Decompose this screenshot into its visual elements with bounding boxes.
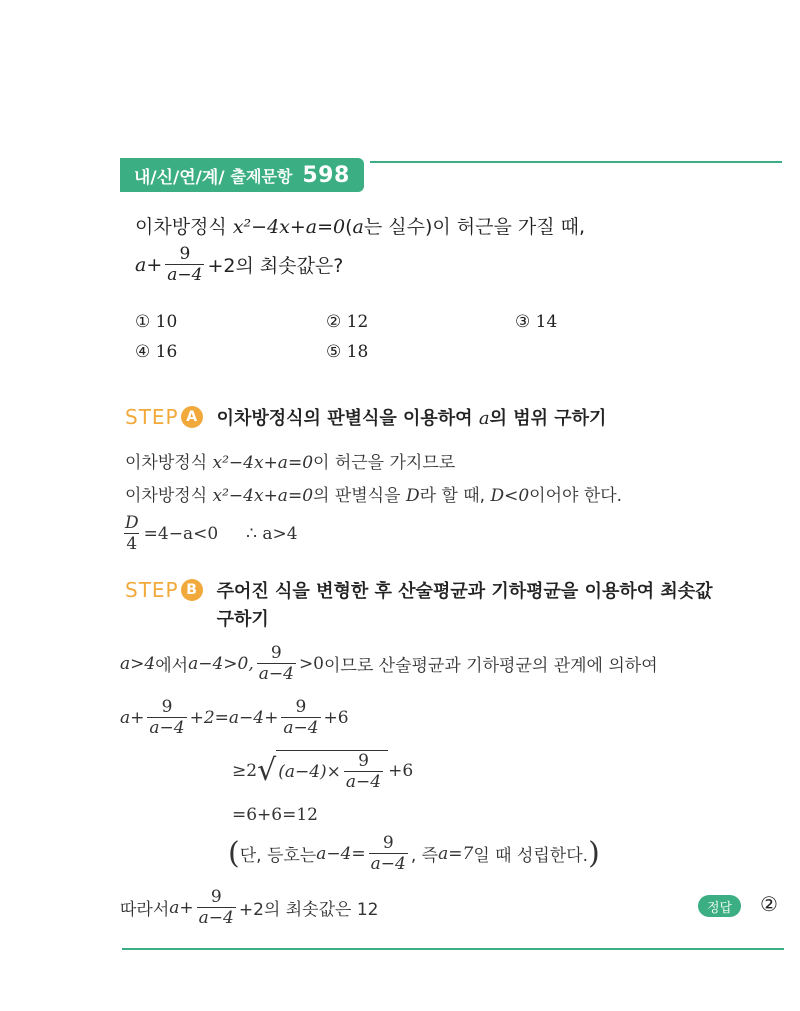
ineq: >0 <box>298 653 324 674</box>
num: 9 <box>295 697 307 717</box>
question-condition: 는 실수)이 허근을 가질 때, <box>363 216 586 238</box>
text: 의 판별식을 <box>313 486 406 506</box>
expr: +6 <box>323 707 349 728</box>
fraction-numerator: D <box>125 513 139 533</box>
text: 이차방정식 <box>125 453 213 473</box>
step-b-title <box>217 578 713 634</box>
fraction <box>197 887 236 928</box>
fraction-numerator: 9 <box>179 244 191 264</box>
step-a-line-2 <box>125 481 622 506</box>
radicand <box>276 750 388 792</box>
step-b-title-line-2: 구하기 <box>216 609 269 630</box>
text: 이차방정식 <box>125 486 213 506</box>
option-value: 18 <box>346 342 369 362</box>
bottom-rule <box>122 948 784 950</box>
step-word: STEP <box>125 578 179 602</box>
step-a-line-3 <box>120 513 298 554</box>
num: 9 <box>161 697 173 717</box>
fraction-denominator: a−4 <box>167 265 203 285</box>
text: 일 때 성립한다. <box>473 846 589 866</box>
step-a-title-var: a <box>478 408 490 429</box>
fraction <box>281 697 320 738</box>
discriminant-fraction <box>123 513 141 554</box>
question-line-1 <box>135 212 585 239</box>
expr: (a−4)× <box>278 761 341 782</box>
expr: a−4= <box>316 843 366 864</box>
step-a-line-1 <box>125 448 455 473</box>
step-word: STEP <box>125 405 179 429</box>
badge-sub: 출제문항 <box>230 166 293 186</box>
option-value: 16 <box>155 342 178 362</box>
sqrt <box>257 750 388 792</box>
expr: +6 <box>388 761 414 781</box>
inequality: D<0 <box>490 486 530 506</box>
step-letter-badge: A <box>181 406 203 428</box>
step-b-line-3 <box>232 750 413 792</box>
ineq: a−4>0, <box>188 653 254 674</box>
num: 9 <box>210 887 222 907</box>
expr: a+ <box>169 897 194 918</box>
option-mark: ② <box>326 312 342 332</box>
text: 이므로 산술평균과 기하평균의 관계에 의하여 <box>324 656 658 676</box>
text: 이 허근을 가지므로 <box>313 453 456 473</box>
expr: ≥2 <box>232 761 258 781</box>
text: , 즉 <box>410 846 439 866</box>
fraction <box>257 643 296 684</box>
option-mark: ④ <box>135 342 151 362</box>
ineq: a>4 <box>120 653 156 674</box>
question-var: a <box>352 216 364 238</box>
problem-badge <box>120 158 364 192</box>
question-expr-a: a+ <box>135 253 163 276</box>
text: 라 할 때, <box>419 486 491 506</box>
num: 9 <box>270 643 282 663</box>
conclusion-line <box>120 887 378 928</box>
equation: x²−4x+a=0 <box>212 486 314 506</box>
option-5[interactable] <box>326 342 368 362</box>
var-d: D <box>405 486 420 506</box>
step-a-title-post: 의 범위 구하기 <box>489 408 607 429</box>
option-1[interactable] <box>135 312 177 332</box>
den: a−4 <box>370 854 406 874</box>
option-mark: ③ <box>515 312 531 332</box>
option-value: 14 <box>535 312 558 332</box>
question-line-2 <box>135 244 343 285</box>
text: 따라서 <box>120 900 170 920</box>
fraction <box>147 697 186 738</box>
step-b-line-1 <box>120 643 658 684</box>
question-equation: x²−4x+a=0 <box>232 216 346 238</box>
text: 단, 등호는 <box>239 846 317 866</box>
num: 9 <box>358 751 369 771</box>
radical-sign: √ <box>257 753 277 788</box>
den: a−4 <box>149 718 185 738</box>
answer-mark: ② <box>760 892 778 916</box>
step-b-line-4: =6+6=12 <box>232 805 318 825</box>
badge-tag: 내/신/연/계/ <box>134 167 225 188</box>
den: a−4 <box>198 908 234 928</box>
step-b-title-line-1: 주어진 식을 변형한 후 산술평균과 기하평균을 이용하여 최솟값 <box>216 581 713 602</box>
question-fraction <box>165 244 204 285</box>
step-b-line-5 <box>228 833 600 874</box>
question-ask: +2의 최솟값은? <box>207 255 344 277</box>
option-3[interactable] <box>515 312 557 332</box>
text: +2의 최솟값은 12 <box>238 900 379 920</box>
problem-header <box>120 158 782 192</box>
step-letter-badge: B <box>181 579 203 601</box>
option-mark: ① <box>135 312 151 332</box>
header-rule <box>370 161 782 163</box>
step-a-title-pre: 이차방정식의 판별식을 이용하여 <box>216 408 479 429</box>
option-4[interactable] <box>135 342 177 362</box>
equation: x²−4x+a=0 <box>212 453 314 473</box>
option-2[interactable] <box>326 312 368 332</box>
option-value: 10 <box>155 312 178 332</box>
problem-number: 598 <box>302 162 350 188</box>
expr: a=7 <box>438 843 474 864</box>
den: a−4 <box>345 772 382 792</box>
fraction <box>369 833 408 874</box>
paren-open: ( <box>228 835 240 871</box>
answer-badge: 정답 <box>698 895 741 917</box>
expr: a+ <box>120 707 145 728</box>
step-a-header <box>125 404 606 430</box>
paren-close: ) <box>588 835 600 871</box>
option-mark: ⑤ <box>326 342 342 362</box>
expr: +2=a−4+ <box>189 707 279 728</box>
discriminant-ineq: =4−a<0 <box>143 523 219 544</box>
fraction-denominator: 4 <box>126 534 138 554</box>
question-prefix: 이차방정식 <box>135 216 233 238</box>
den: a−4 <box>258 664 294 684</box>
step-b-header <box>125 578 713 634</box>
text: 이어야 한다. <box>529 486 623 506</box>
den: a−4 <box>283 718 319 738</box>
step-a-title <box>217 404 607 430</box>
conclusion: ∴ a>4 <box>246 523 298 544</box>
num: 9 <box>382 833 394 853</box>
question-paren: ( <box>345 216 353 238</box>
fraction <box>344 751 383 792</box>
step-b-line-2 <box>120 697 349 738</box>
option-value: 12 <box>346 312 369 332</box>
text: 에서 <box>155 656 189 676</box>
